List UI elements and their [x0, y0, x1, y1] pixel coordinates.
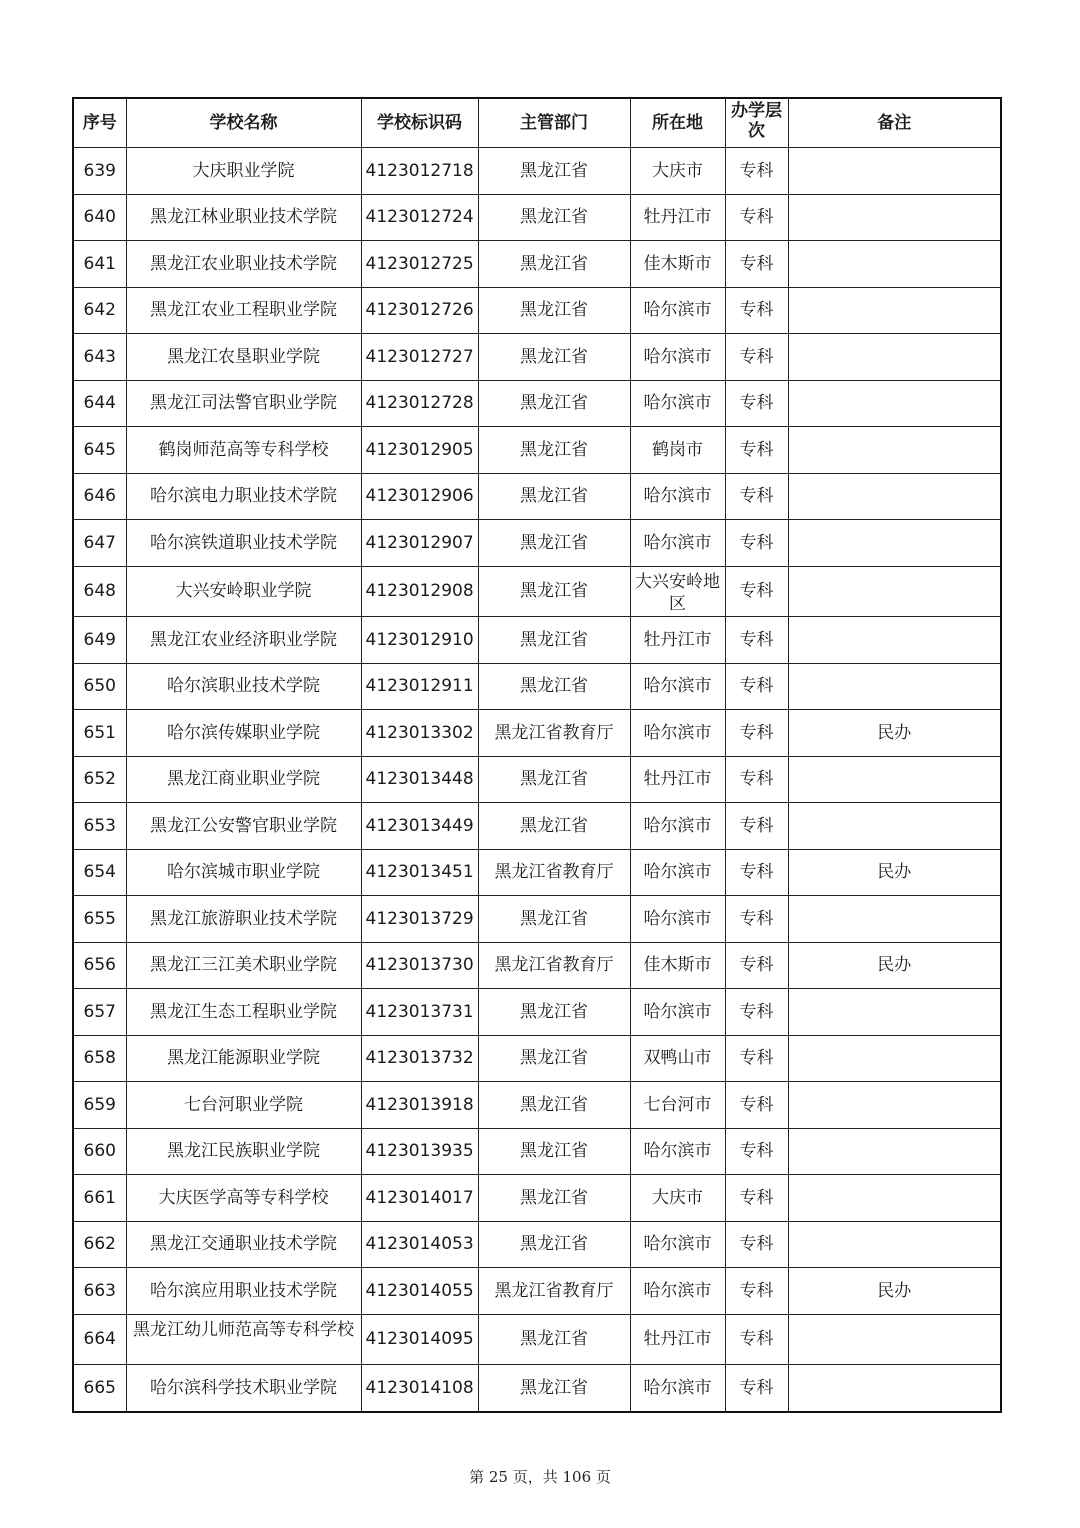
- row-note: [788, 1314, 1001, 1365]
- row-location: 牡丹江市: [630, 1314, 725, 1365]
- row-level: 专科: [725, 1175, 788, 1222]
- row-note: [788, 148, 1001, 195]
- row-location: 哈尔滨市: [630, 520, 725, 567]
- row-level: 专科: [725, 148, 788, 195]
- row-department: 黑龙江省: [478, 896, 630, 943]
- row-level: 专科: [725, 663, 788, 710]
- row-seq: 652: [73, 756, 126, 803]
- table-row: [73, 756, 1001, 803]
- row-school-name: 哈尔滨铁道职业技术学院: [126, 520, 361, 567]
- table-row: [73, 520, 1001, 567]
- table-row: [73, 710, 1001, 757]
- row-note: [788, 663, 1001, 710]
- table-row: [73, 617, 1001, 664]
- row-school-name: 大庆职业学院: [126, 148, 361, 195]
- row-department: 黑龙江省教育厅: [478, 1268, 630, 1315]
- table-row: [73, 1314, 1001, 1365]
- row-note: [788, 1175, 1001, 1222]
- row-school-code: 4123012724: [361, 194, 478, 241]
- row-school-name: 哈尔滨科学技术职业学院: [126, 1365, 361, 1412]
- row-seq: 656: [73, 942, 126, 989]
- row-department: 黑龙江省: [478, 1035, 630, 1082]
- row-note: [788, 194, 1001, 241]
- row-seq: 642: [73, 287, 126, 334]
- row-school-name: 黑龙江农垦职业学院: [126, 334, 361, 381]
- row-level: 专科: [725, 617, 788, 664]
- row-location: 鹤岗市: [630, 427, 725, 474]
- row-location: 双鸭山市: [630, 1035, 725, 1082]
- row-location: 哈尔滨市: [630, 380, 725, 427]
- row-note: [788, 1035, 1001, 1082]
- row-department: 黑龙江省: [478, 803, 630, 850]
- row-level: 专科: [725, 1314, 788, 1365]
- header-department: 主管部门: [478, 98, 630, 148]
- table-row: [73, 803, 1001, 850]
- row-level: 专科: [725, 803, 788, 850]
- row-note: [788, 803, 1001, 850]
- row-seq: 657: [73, 989, 126, 1036]
- row-level: 专科: [725, 1082, 788, 1129]
- row-seq: 665: [73, 1365, 126, 1412]
- row-location: 哈尔滨市: [630, 473, 725, 520]
- row-location: 哈尔滨市: [630, 1128, 725, 1175]
- row-department: 黑龙江省教育厅: [478, 942, 630, 989]
- row-location: 牡丹江市: [630, 194, 725, 241]
- row-school-name: 哈尔滨应用职业技术学院: [126, 1268, 361, 1315]
- row-school-name: 黑龙江农业经济职业学院: [126, 617, 361, 664]
- row-school-code: 4123013935: [361, 1128, 478, 1175]
- table-row: [73, 427, 1001, 474]
- row-department: 黑龙江省: [478, 1221, 630, 1268]
- row-school-name: 黑龙江农业工程职业学院: [126, 287, 361, 334]
- row-location: 大兴安岭地区: [630, 566, 725, 617]
- row-location: 哈尔滨市: [630, 896, 725, 943]
- row-department: 黑龙江省: [478, 989, 630, 1036]
- row-seq: 660: [73, 1128, 126, 1175]
- row-school-code: 4123014108: [361, 1365, 478, 1412]
- table-row: [73, 473, 1001, 520]
- row-note: 民办: [788, 1268, 1001, 1315]
- table-row: [73, 896, 1001, 943]
- row-location: 哈尔滨市: [630, 803, 725, 850]
- row-level: 专科: [725, 380, 788, 427]
- row-school-name: 黑龙江能源职业学院: [126, 1035, 361, 1082]
- row-seq: 645: [73, 427, 126, 474]
- row-note: 民办: [788, 710, 1001, 757]
- row-department: 黑龙江省: [478, 663, 630, 710]
- row-seq: 663: [73, 1268, 126, 1315]
- table-row: [73, 1035, 1001, 1082]
- row-school-code: 4123012908: [361, 566, 478, 617]
- row-seq: 640: [73, 194, 126, 241]
- table-body: [73, 148, 1001, 1412]
- row-school-code: 4123013918: [361, 1082, 478, 1129]
- row-seq: 646: [73, 473, 126, 520]
- row-seq: 651: [73, 710, 126, 757]
- row-department: 黑龙江省教育厅: [478, 849, 630, 896]
- row-school-code: 4123013729: [361, 896, 478, 943]
- row-level: 专科: [725, 1221, 788, 1268]
- row-school-code: 4123012726: [361, 287, 478, 334]
- row-seq: 658: [73, 1035, 126, 1082]
- row-location: 哈尔滨市: [630, 334, 725, 381]
- page-footer: 第 25 页，共 106 页: [469, 1468, 611, 1486]
- row-level: 专科: [725, 194, 788, 241]
- row-seq: 639: [73, 148, 126, 195]
- row-department: 黑龙江省: [478, 617, 630, 664]
- row-note: [788, 756, 1001, 803]
- row-school-name: 七台河职业学院: [126, 1082, 361, 1129]
- row-level: 专科: [725, 849, 788, 896]
- table-row: [73, 1082, 1001, 1129]
- row-level: 专科: [725, 334, 788, 381]
- table-row: [73, 1175, 1001, 1222]
- row-level: 专科: [725, 1365, 788, 1412]
- row-level: 专科: [725, 427, 788, 474]
- row-level: 专科: [725, 241, 788, 288]
- table-row: [73, 566, 1001, 617]
- row-department: 黑龙江省: [478, 756, 630, 803]
- row-note: [788, 334, 1001, 381]
- table-row: [73, 380, 1001, 427]
- row-seq: 644: [73, 380, 126, 427]
- row-note: [788, 566, 1001, 617]
- row-level: 专科: [725, 520, 788, 567]
- row-school-code: 4123013302: [361, 710, 478, 757]
- row-department: 黑龙江省: [478, 287, 630, 334]
- row-department: 黑龙江省: [478, 1128, 630, 1175]
- row-level: 专科: [725, 566, 788, 617]
- row-school-name: 哈尔滨职业技术学院: [126, 663, 361, 710]
- row-location: 牡丹江市: [630, 617, 725, 664]
- row-location: 大庆市: [630, 148, 725, 195]
- row-school-code: 4123012911: [361, 663, 478, 710]
- row-department: 黑龙江省: [478, 148, 630, 195]
- row-note: [788, 617, 1001, 664]
- row-school-code: 4123013448: [361, 756, 478, 803]
- row-department: 黑龙江省: [478, 1365, 630, 1412]
- row-school-name: 黑龙江民族职业学院: [126, 1128, 361, 1175]
- row-school-code: 4123012728: [361, 380, 478, 427]
- header-school-name: 学校名称: [126, 98, 361, 148]
- row-seq: 664: [73, 1314, 126, 1365]
- row-seq: 655: [73, 896, 126, 943]
- table-row: [73, 1128, 1001, 1175]
- row-note: [788, 1082, 1001, 1129]
- row-location: 哈尔滨市: [630, 287, 725, 334]
- row-school-name: 黑龙江农业职业技术学院: [126, 241, 361, 288]
- row-department: 黑龙江省: [478, 520, 630, 567]
- table-row: [73, 334, 1001, 381]
- row-school-name: 黑龙江旅游职业技术学院: [126, 896, 361, 943]
- row-department: 黑龙江省: [478, 241, 630, 288]
- row-location: 牡丹江市: [630, 756, 725, 803]
- row-school-code: 4123013731: [361, 989, 478, 1036]
- row-seq: 649: [73, 617, 126, 664]
- row-school-code: 4123014053: [361, 1221, 478, 1268]
- row-school-name: 哈尔滨城市职业学院: [126, 849, 361, 896]
- row-school-code: 4123013730: [361, 942, 478, 989]
- school-list-table: [72, 97, 1002, 1413]
- header-school-code: 学校标识码: [361, 98, 478, 148]
- row-school-name: 黑龙江三江美术职业学院: [126, 942, 361, 989]
- row-school-name: 黑龙江公安警官职业学院: [126, 803, 361, 850]
- row-school-code: 4123013449: [361, 803, 478, 850]
- table-row: [73, 1221, 1001, 1268]
- row-note: [788, 1365, 1001, 1412]
- row-seq: 662: [73, 1221, 126, 1268]
- table-header-row: [73, 98, 1001, 148]
- header-seq: 序号: [73, 98, 126, 148]
- row-level: 专科: [725, 1268, 788, 1315]
- row-school-code: 4123014095: [361, 1314, 478, 1365]
- row-department: 黑龙江省: [478, 473, 630, 520]
- header-note: 备注: [788, 98, 1001, 148]
- row-note: 民办: [788, 849, 1001, 896]
- table-row: [73, 1268, 1001, 1315]
- row-location: 哈尔滨市: [630, 849, 725, 896]
- row-location: 佳木斯市: [630, 942, 725, 989]
- row-school-name: 哈尔滨电力职业技术学院: [126, 473, 361, 520]
- row-note: [788, 520, 1001, 567]
- table-row: [73, 287, 1001, 334]
- row-department: 黑龙江省: [478, 380, 630, 427]
- row-note: [788, 380, 1001, 427]
- row-seq: 648: [73, 566, 126, 617]
- row-location: 哈尔滨市: [630, 1365, 725, 1412]
- row-seq: 654: [73, 849, 126, 896]
- row-level: 专科: [725, 942, 788, 989]
- row-school-code: 4123012910: [361, 617, 478, 664]
- row-department: 黑龙江省: [478, 566, 630, 617]
- row-note: [788, 287, 1001, 334]
- row-seq: 643: [73, 334, 126, 381]
- row-seq: 650: [73, 663, 126, 710]
- row-location: 大庆市: [630, 1175, 725, 1222]
- header-level: 办学层次: [725, 98, 788, 148]
- row-note: [788, 989, 1001, 1036]
- row-department: 黑龙江省: [478, 1082, 630, 1129]
- row-level: 专科: [725, 989, 788, 1036]
- row-school-name: 黑龙江幼儿师范高等专科学校: [126, 1314, 361, 1365]
- row-location: 哈尔滨市: [630, 989, 725, 1036]
- row-school-code: 4123013732: [361, 1035, 478, 1082]
- row-level: 专科: [725, 1035, 788, 1082]
- row-location: 哈尔滨市: [630, 1221, 725, 1268]
- row-school-name: 黑龙江交通职业技术学院: [126, 1221, 361, 1268]
- row-note: [788, 896, 1001, 943]
- row-seq: 647: [73, 520, 126, 567]
- row-location: 佳木斯市: [630, 241, 725, 288]
- row-note: [788, 1221, 1001, 1268]
- row-school-name: 鹤岗师范高等专科学校: [126, 427, 361, 474]
- row-location: 哈尔滨市: [630, 663, 725, 710]
- row-seq: 653: [73, 803, 126, 850]
- row-level: 专科: [725, 756, 788, 803]
- row-seq: 641: [73, 241, 126, 288]
- row-seq: 661: [73, 1175, 126, 1222]
- row-school-code: 4123012907: [361, 520, 478, 567]
- row-school-name: 大兴安岭职业学院: [126, 566, 361, 617]
- row-school-code: 4123014017: [361, 1175, 478, 1222]
- row-department: 黑龙江省: [478, 194, 630, 241]
- row-school-name: 黑龙江司法警官职业学院: [126, 380, 361, 427]
- row-school-code: 4123013451: [361, 849, 478, 896]
- row-school-name: 黑龙江生态工程职业学院: [126, 989, 361, 1036]
- row-note: [788, 1128, 1001, 1175]
- table-row: [73, 241, 1001, 288]
- row-note: [788, 427, 1001, 474]
- row-level: 专科: [725, 473, 788, 520]
- row-level: 专科: [725, 1128, 788, 1175]
- row-department: 黑龙江省: [478, 1175, 630, 1222]
- table-row: [73, 942, 1001, 989]
- row-note: [788, 473, 1001, 520]
- row-level: 专科: [725, 896, 788, 943]
- row-location: 哈尔滨市: [630, 710, 725, 757]
- table-row: [73, 849, 1001, 896]
- row-school-name: 哈尔滨传媒职业学院: [126, 710, 361, 757]
- row-seq: 659: [73, 1082, 126, 1129]
- row-location: 七台河市: [630, 1082, 725, 1129]
- row-level: 专科: [725, 710, 788, 757]
- header-location: 所在地: [630, 98, 725, 148]
- row-note: [788, 241, 1001, 288]
- row-location: 哈尔滨市: [630, 1268, 725, 1315]
- row-school-code: 4123012906: [361, 473, 478, 520]
- row-school-name: 大庆医学高等专科学校: [126, 1175, 361, 1222]
- row-school-name: 黑龙江林业职业技术学院: [126, 194, 361, 241]
- table-row: [73, 989, 1001, 1036]
- row-department: 黑龙江省: [478, 1314, 630, 1365]
- row-department: 黑龙江省: [478, 334, 630, 381]
- row-level: 专科: [725, 287, 788, 334]
- row-department: 黑龙江省: [478, 427, 630, 474]
- row-school-name: 黑龙江商业职业学院: [126, 756, 361, 803]
- table-row: [73, 663, 1001, 710]
- row-school-code: 4123012718: [361, 148, 478, 195]
- row-school-code: 4123012905: [361, 427, 478, 474]
- row-note: 民办: [788, 942, 1001, 989]
- row-school-code: 4123012725: [361, 241, 478, 288]
- table-row: [73, 148, 1001, 195]
- row-school-code: 4123012727: [361, 334, 478, 381]
- table-row: [73, 1365, 1001, 1412]
- table-row: [73, 194, 1001, 241]
- row-school-code: 4123014055: [361, 1268, 478, 1315]
- row-department: 黑龙江省教育厅: [478, 710, 630, 757]
